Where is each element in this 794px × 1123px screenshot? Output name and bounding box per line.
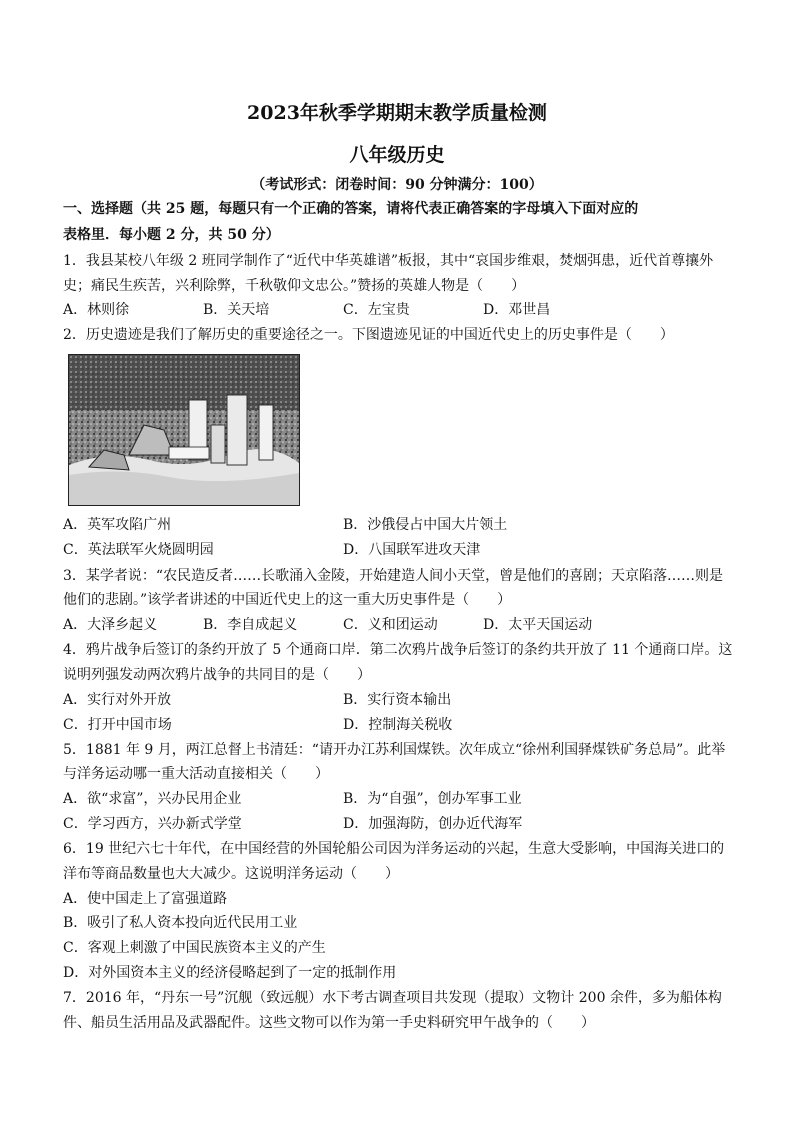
question-3-cont: 他们的悲剧。”该学者讲述的中国近代史上的这一重大历史事件是（ ） <box>63 592 512 608</box>
q5-option-b: B．为“自强”，创办军事工业 <box>343 791 522 807</box>
q4-option-c: C．打开中国市场 <box>63 717 172 733</box>
q1-option-b: B．关天培 <box>203 302 270 318</box>
q4-option-a: A．实行对外开放 <box>63 692 172 708</box>
q6-option-b: B．吸引了私人资本投向近代民用工业 <box>63 915 298 931</box>
question-1-cont: 史；痛民生疾苦，兴利除弊，千秋敬仰文忠公。”赞扬的英雄人物是（ ） <box>63 278 526 294</box>
question-5-cont: 与洋务运动哪一重大活动直接相关（ ） <box>63 766 329 782</box>
q3-option-a: A．大泽乡起义 <box>63 617 158 633</box>
q5-option-a: A．欲“求富”，兴办民用企业 <box>63 791 242 807</box>
q6-option-c: C．客观上刺激了中国民族资本主义的产生 <box>63 940 326 956</box>
question-4: 4．鸦片战争后签订的条约开放了 5 个通商口岸．第二次鸦片战争后签订的条约共开放了 11 个通商口岸。这 <box>63 642 733 658</box>
question-3: 3．某学者说：“农民造反者……长歌涌入金陵，开始建造人间小天堂，曾是他们的喜剧；天京陷落……则是 <box>63 568 724 584</box>
page-subtitle: 八年级历史 <box>349 144 445 166</box>
question-7-cont: 件、船员生活用品及武器配件。这些文物可以作为第一手史料研究甲午战争的（ ） <box>63 1015 595 1031</box>
question-2: 2．历史遗迹是我们了解历史的重要途径之一。下图遗迹见证的中国近代史上的历史事件是（ ） <box>63 327 674 343</box>
q6-option-d: D．对外国资本主义的经济侵略起到了一定的抵制作用 <box>63 965 397 981</box>
question-5: 5．1881 年 9 月，两江总督上书清廷：“请开办江苏利国煤铁。次年成立“徐州利国驿煤铁矿务总局”。此举 <box>63 742 726 758</box>
question-6-cont: 洋布等商品数量也大大减少。这说明洋务运动（ ） <box>63 866 399 882</box>
q2-option-b: B．沙俄侵占中国大片领土 <box>343 517 508 533</box>
question-4-cont: 说明列强发动两次鸦片战争的共同目的是（ ） <box>63 667 371 683</box>
section-heading-cont: 表格里．每小题 2 分，共 50 分） <box>63 227 280 243</box>
q2-option-d: D．八国联军进攻天津 <box>343 542 481 558</box>
q5-option-c: C．学习西方，兴办新式学堂 <box>63 816 242 832</box>
q1-option-c: C．左宝贵 <box>343 302 410 318</box>
page-title: 2023年秋季学期期末教学质量检测 <box>247 102 547 124</box>
q3-option-c: C．义和团运动 <box>343 617 438 633</box>
question-1: 1．我县某校八年级 2 班同学制作了“近代中华英雄谱”板报，其中“哀国步维艰，焚烟弭患，近代首尊攘外 <box>63 253 714 269</box>
q3-option-b: B．李自成起义 <box>203 617 298 633</box>
question-6: 6．19 世纪六七十年代，在中国经营的外国轮船公司因为洋务运动的兴起，生意大受影响，中国海关进口的 <box>63 841 725 857</box>
section-heading: 一、选择题（共 25 题，每题只有一个正确的答案，请将代表正确答案的字母填入下面对应的 <box>63 201 639 217</box>
q3-option-d: D．太平天国运动 <box>483 617 593 633</box>
q4-option-b: B．实行资本输出 <box>343 692 452 708</box>
question-7: 7．2016 年，“丹东一号”沉舰（致远舰）水下考古调查项目共发现（提取）文物计 200 余件，多为船体构 <box>63 990 722 1006</box>
q1-option-a: A．林则徐 <box>63 302 130 318</box>
q4-option-d: D．控制海关税收 <box>343 717 453 733</box>
q2-option-c: C．英法联军火烧圆明园 <box>63 542 214 558</box>
q5-option-d: D．加强海防，创办近代海军 <box>343 816 523 832</box>
ruins-photo <box>68 354 300 506</box>
q2-option-a: A．英军攻陷广州 <box>63 517 172 533</box>
q1-option-d: D．邓世昌 <box>483 302 551 318</box>
exam-meta: （考试形式：闭卷时间：90 分钟满分：100） <box>251 177 543 193</box>
q6-option-a: A．使中国走上了富强道路 <box>63 891 228 907</box>
